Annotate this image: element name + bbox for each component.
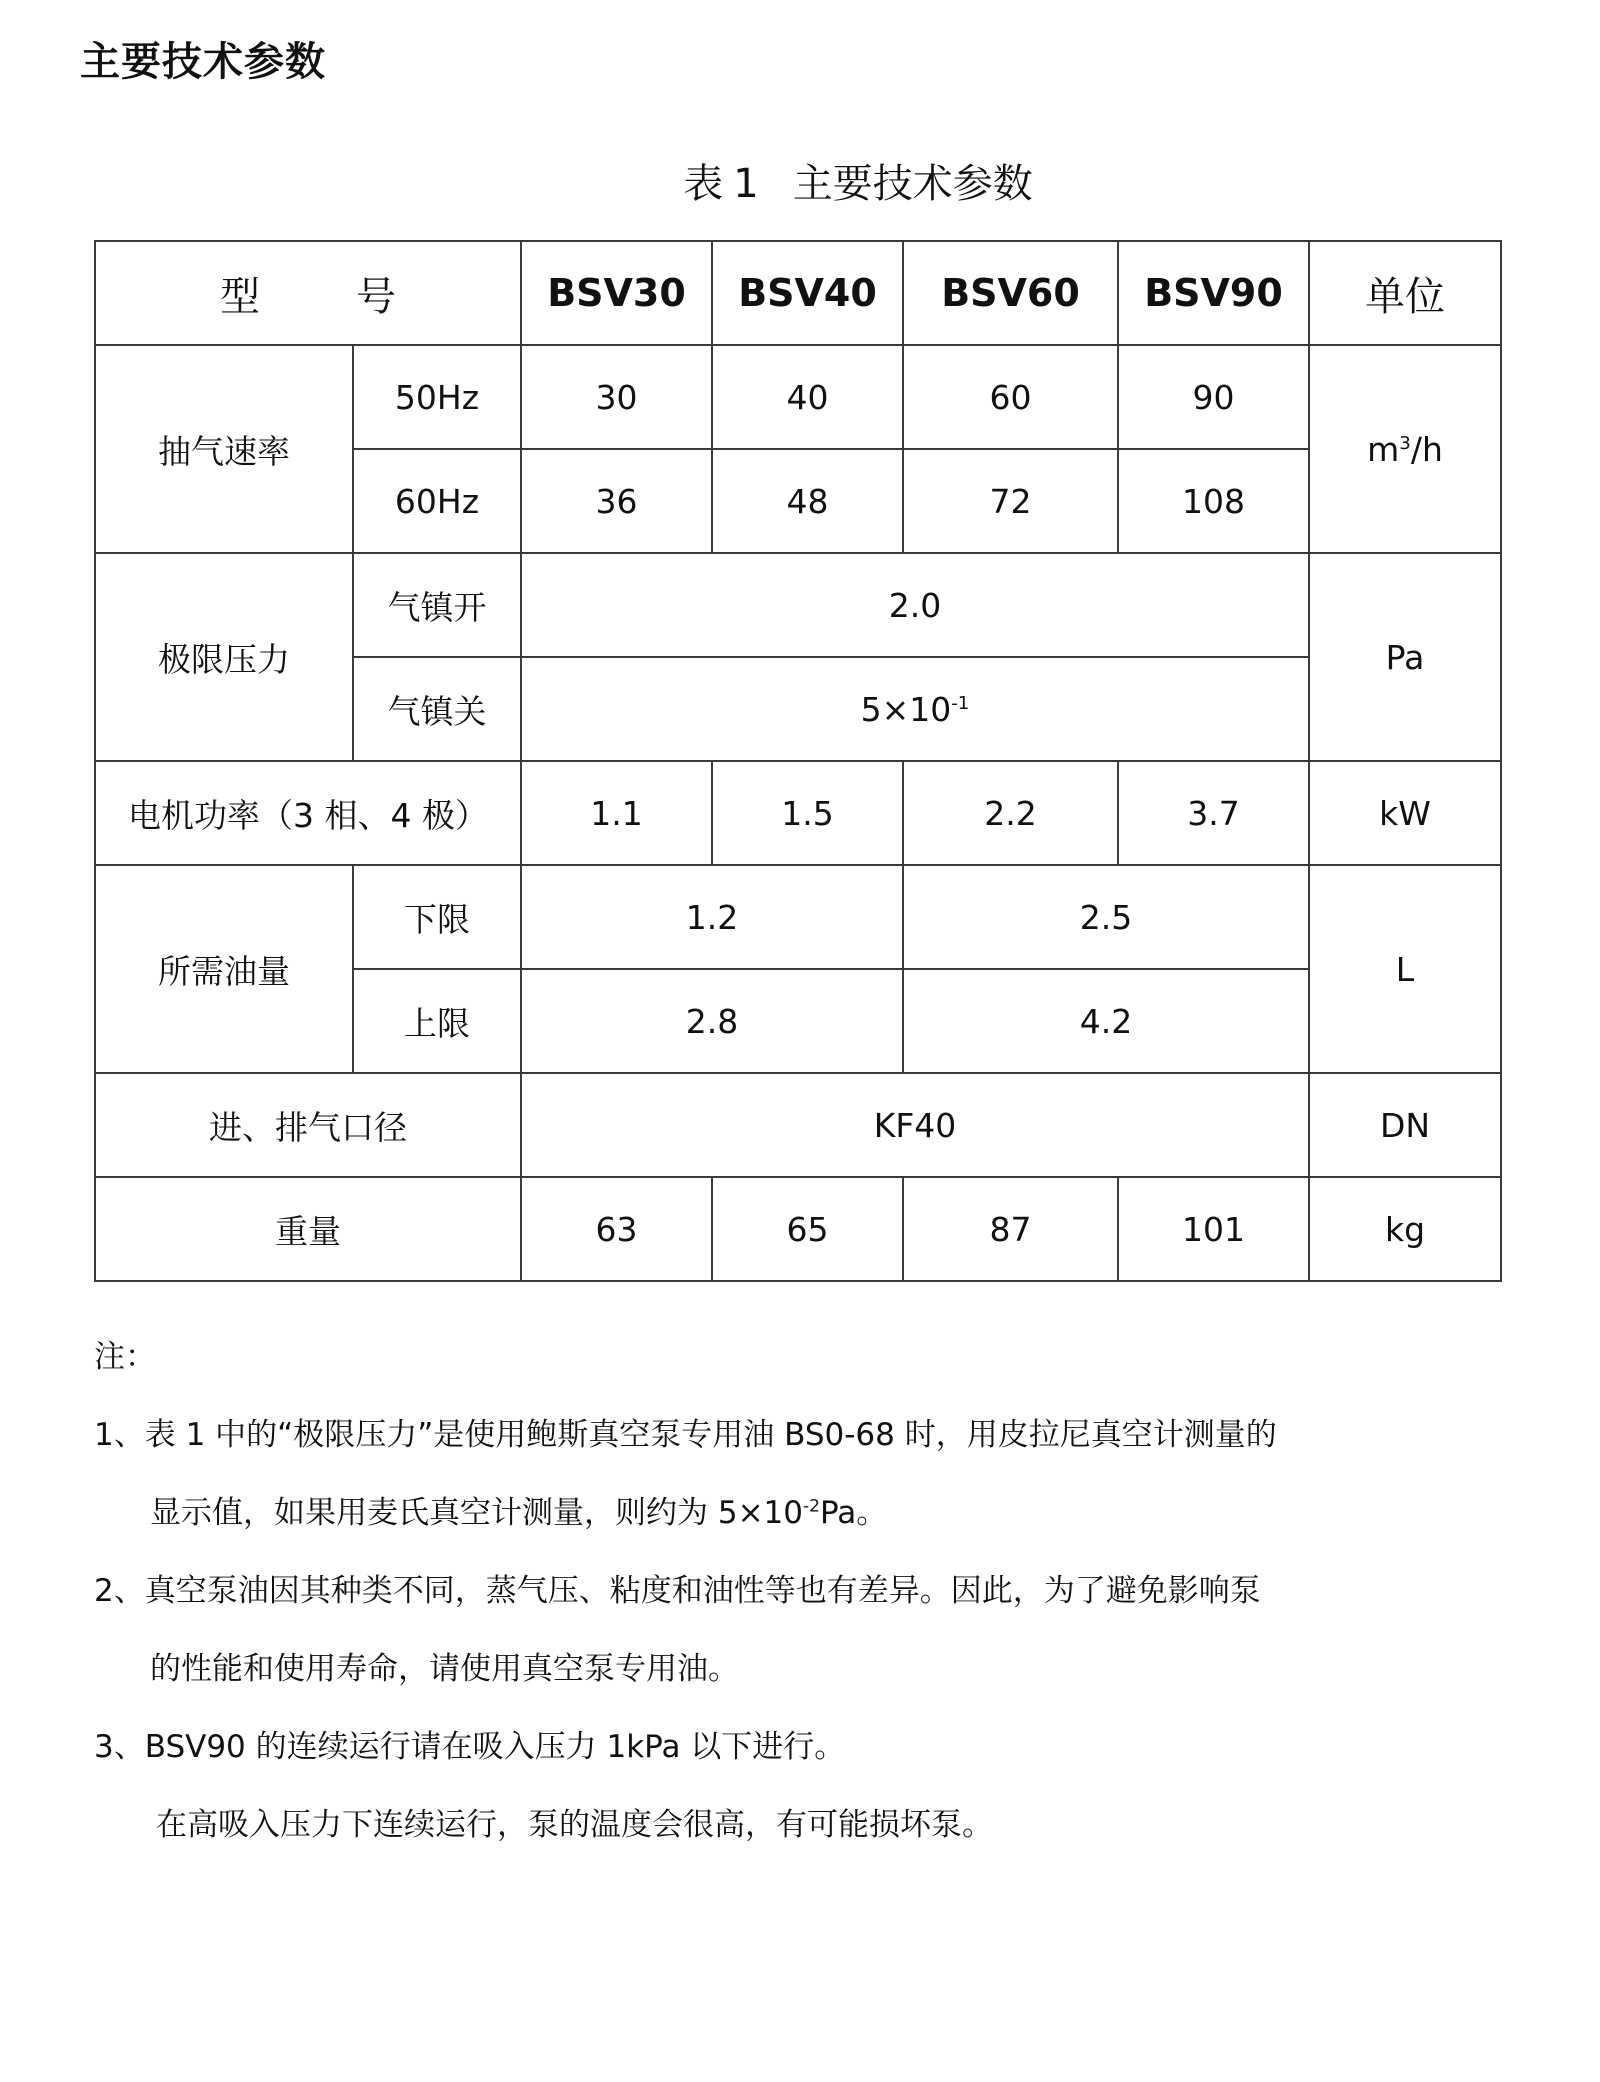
row-label-weight: 重量 bbox=[95, 1177, 521, 1281]
cell: 101 bbox=[1118, 1177, 1309, 1281]
header-unit: 单位 bbox=[1309, 241, 1501, 345]
note-1-line-2: 显示值，如果用麦氏真空计测量，则约为 $5\times 10^{-2}Pa$。 bbox=[150, 1495, 888, 1531]
sub-label: 上限 bbox=[353, 969, 521, 1073]
header-model-bsv90: BSV90 bbox=[1118, 241, 1309, 345]
table-row bbox=[95, 761, 1501, 865]
cell: 108 bbox=[1118, 449, 1309, 553]
table-row bbox=[95, 865, 1501, 969]
row-label-pumping-speed: 抽气速率 bbox=[95, 345, 353, 553]
row-label-port-size: 进、排气口径 bbox=[95, 1073, 521, 1177]
note-3-line-1: 3、BSV90 的连续运行请在吸入压力 1kPa 以下进行。 bbox=[94, 1729, 846, 1765]
unit-port-size: DN bbox=[1309, 1073, 1501, 1177]
cell: 2.5 bbox=[903, 865, 1309, 969]
cell: 1.1 bbox=[521, 761, 712, 865]
header-model-bsv40: BSV40 bbox=[712, 241, 903, 345]
sub-label: 50Hz bbox=[353, 345, 521, 449]
cell: 63 bbox=[521, 1177, 712, 1281]
table-row bbox=[95, 1177, 1501, 1281]
notes-heading: 注： bbox=[94, 1339, 156, 1375]
cell: 2.0 bbox=[521, 553, 1309, 657]
sub-label: 气镇关 bbox=[353, 657, 521, 761]
unit-pumping-speed: $m^3/h$ bbox=[1309, 345, 1501, 553]
sub-label: 60Hz bbox=[353, 449, 521, 553]
cell: 1.2 bbox=[521, 865, 903, 969]
table-row bbox=[95, 1073, 1501, 1177]
cell: 36 bbox=[521, 449, 712, 553]
section-title: 主要技术参数 bbox=[80, 39, 326, 85]
table-header-row bbox=[95, 241, 1501, 345]
sub-label: 下限 bbox=[353, 865, 521, 969]
note-3-line-2: 在高吸入压力下连续运行，泵的温度会很高，有可能损坏泵。 bbox=[156, 1807, 993, 1843]
unit-motor-power: kW bbox=[1309, 761, 1501, 865]
cell: 2.2 bbox=[903, 761, 1118, 865]
caption-number: 1 bbox=[733, 161, 759, 207]
header-model: 型 号 bbox=[95, 241, 521, 345]
row-label-oil-amount: 所需油量 bbox=[95, 865, 353, 1073]
cell: 65 bbox=[712, 1177, 903, 1281]
caption-prefix: 表 bbox=[683, 161, 724, 207]
unit-weight: kg bbox=[1309, 1177, 1501, 1281]
cell: 87 bbox=[903, 1177, 1118, 1281]
header-model-bsv30: BSV30 bbox=[521, 241, 712, 345]
header-model-bsv60: BSV60 bbox=[903, 241, 1118, 345]
cell: 30 bbox=[521, 345, 712, 449]
cell: 40 bbox=[712, 345, 903, 449]
table-row bbox=[95, 553, 1501, 657]
caption-title: 主要技术参数 bbox=[792, 161, 1033, 207]
row-label-motor-power: 电机功率（3 相、4 极） bbox=[95, 761, 521, 865]
unit-oil-amount: L bbox=[1309, 865, 1501, 1073]
cell: 72 bbox=[903, 449, 1118, 553]
cell: $5\times 10^{-1}$ bbox=[521, 657, 1309, 761]
cell: 60 bbox=[903, 345, 1118, 449]
note-1-line-1: 1、表 1 中的“极限压力”是使用鲍斯真空泵专用油 BS0-68 时，用皮拉尼真空计测量的 bbox=[94, 1417, 1277, 1453]
sub-label: 气镇开 bbox=[353, 553, 521, 657]
table-caption bbox=[0, 152, 1600, 209]
notes bbox=[94, 1318, 1514, 1864]
cell: 4.2 bbox=[903, 969, 1309, 1073]
cell: 3.7 bbox=[1118, 761, 1309, 865]
cell: 48 bbox=[712, 449, 903, 553]
note-2-line-2: 的性能和使用寿命，请使用真空泵专用油。 bbox=[150, 1651, 739, 1687]
unit-ultimate-pressure: Pa bbox=[1309, 553, 1501, 761]
row-label-ultimate-pressure: 极限压力 bbox=[95, 553, 353, 761]
table-row bbox=[95, 345, 1501, 449]
cell: 90 bbox=[1118, 345, 1309, 449]
cell: 2.8 bbox=[521, 969, 903, 1073]
spec-table bbox=[94, 240, 1502, 1282]
cell: 1.5 bbox=[712, 761, 903, 865]
note-2-line-1: 2、真空泵油因其种类不同，蒸气压、粘度和油性等也有差异。因此，为了避免影响泵 bbox=[94, 1573, 1261, 1609]
cell: KF40 bbox=[521, 1073, 1309, 1177]
